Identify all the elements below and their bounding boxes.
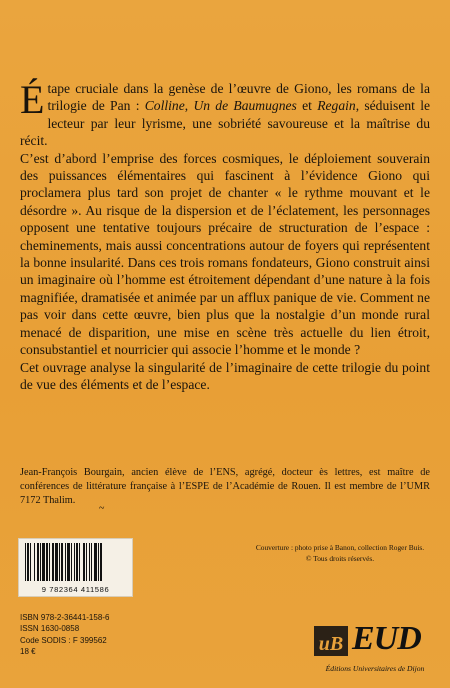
barcode-bars [23, 543, 128, 581]
price: 18 € [20, 646, 36, 656]
separator: et [296, 98, 318, 114]
title-colline: Colline [144, 98, 185, 114]
cover-credit [245, 543, 435, 564]
title-un-de-baumugnes: Un de Baumugnes [193, 98, 297, 114]
summary-text: , séduisent le lecteur par leur lyrisme, une sobriété savoureuse et la maîtrise du récit. [20, 98, 431, 149]
summary-paragraph-3: Cet ouvrage analyse la singularité de l’imaginaire de cette trilogie du point de vue des éléments et de l’espace. [20, 359, 430, 392]
author-ornament: ~ [99, 503, 105, 514]
separator: , [184, 98, 194, 114]
barcode-digits: 9 782364 411586 [41, 585, 110, 594]
author-bio: Jean-François Bourgain, ancien élève de l’ENS, agrégé, docteur ès lettres, est maître de conférences de littérature française à l’ESPE de l’Académie de Rouen. Il est membre de l’UMR 7172 Thalim. [20, 467, 430, 506]
cover-credit-line-2: © Tous droits réservés. [305, 553, 375, 563]
sodis-code: Code SODIS : F 399562 [20, 635, 107, 645]
legal-info [20, 612, 160, 657]
eud-logo: EUD [352, 620, 421, 657]
barcode [18, 538, 133, 597]
publisher-name: Éditions Universitaires de Dijon [325, 664, 425, 673]
drop-cap: É [20, 77, 45, 122]
summary-text: tape cruciale dans la genèse de l’œuvre de Giono, les romans de la trilogie de Pan : [47, 81, 430, 114]
isbn: ISBN 978-2-36441-158-6 [20, 613, 110, 622]
book-summary [20, 77, 431, 393]
summary-paragraph-1 [20, 77, 431, 150]
title-regain: Regain [317, 98, 356, 114]
cover-credit-line-1: Couverture : photo prise à Banon, collection Roger Buis. [255, 543, 425, 552]
svg-text:uB: uB [318, 633, 344, 655]
summary-paragraph-2: C’est d’abord l’emprise des forces cosmiques, le déploiement souverain des puissances élémentaires qui fascinent à l’évidence Giono qui proclamera plus tard son projet de chanter « le rythme mouvant et le désordre ». Au risque de la dispersion et de l’éclatement, les personnages opposent une tentative toujours précaire de structuration de l’espace : cheminements, mais aussi concentrations autour de foyers qui représentent la bonne insularité. Dans ces trois romans fondateurs, Giono construit ainsi un imaginaire où l’homme est étroitement dépendant d’une nature à la fois magnifiée, dramatisée et animée par un afflux panique de vie. Comment ne pas voir dans cette œuvre, bien plus que la nostalgie d’un monde rural menacé de disparition, une mise en scène très actuelle du lien étroit, consubstantiel et nourricier qui associe l’homme et le monde ? [20, 150, 430, 358]
issn: ISSN 1630-0858 [20, 624, 80, 634]
ub-logo-icon [313, 624, 349, 658]
